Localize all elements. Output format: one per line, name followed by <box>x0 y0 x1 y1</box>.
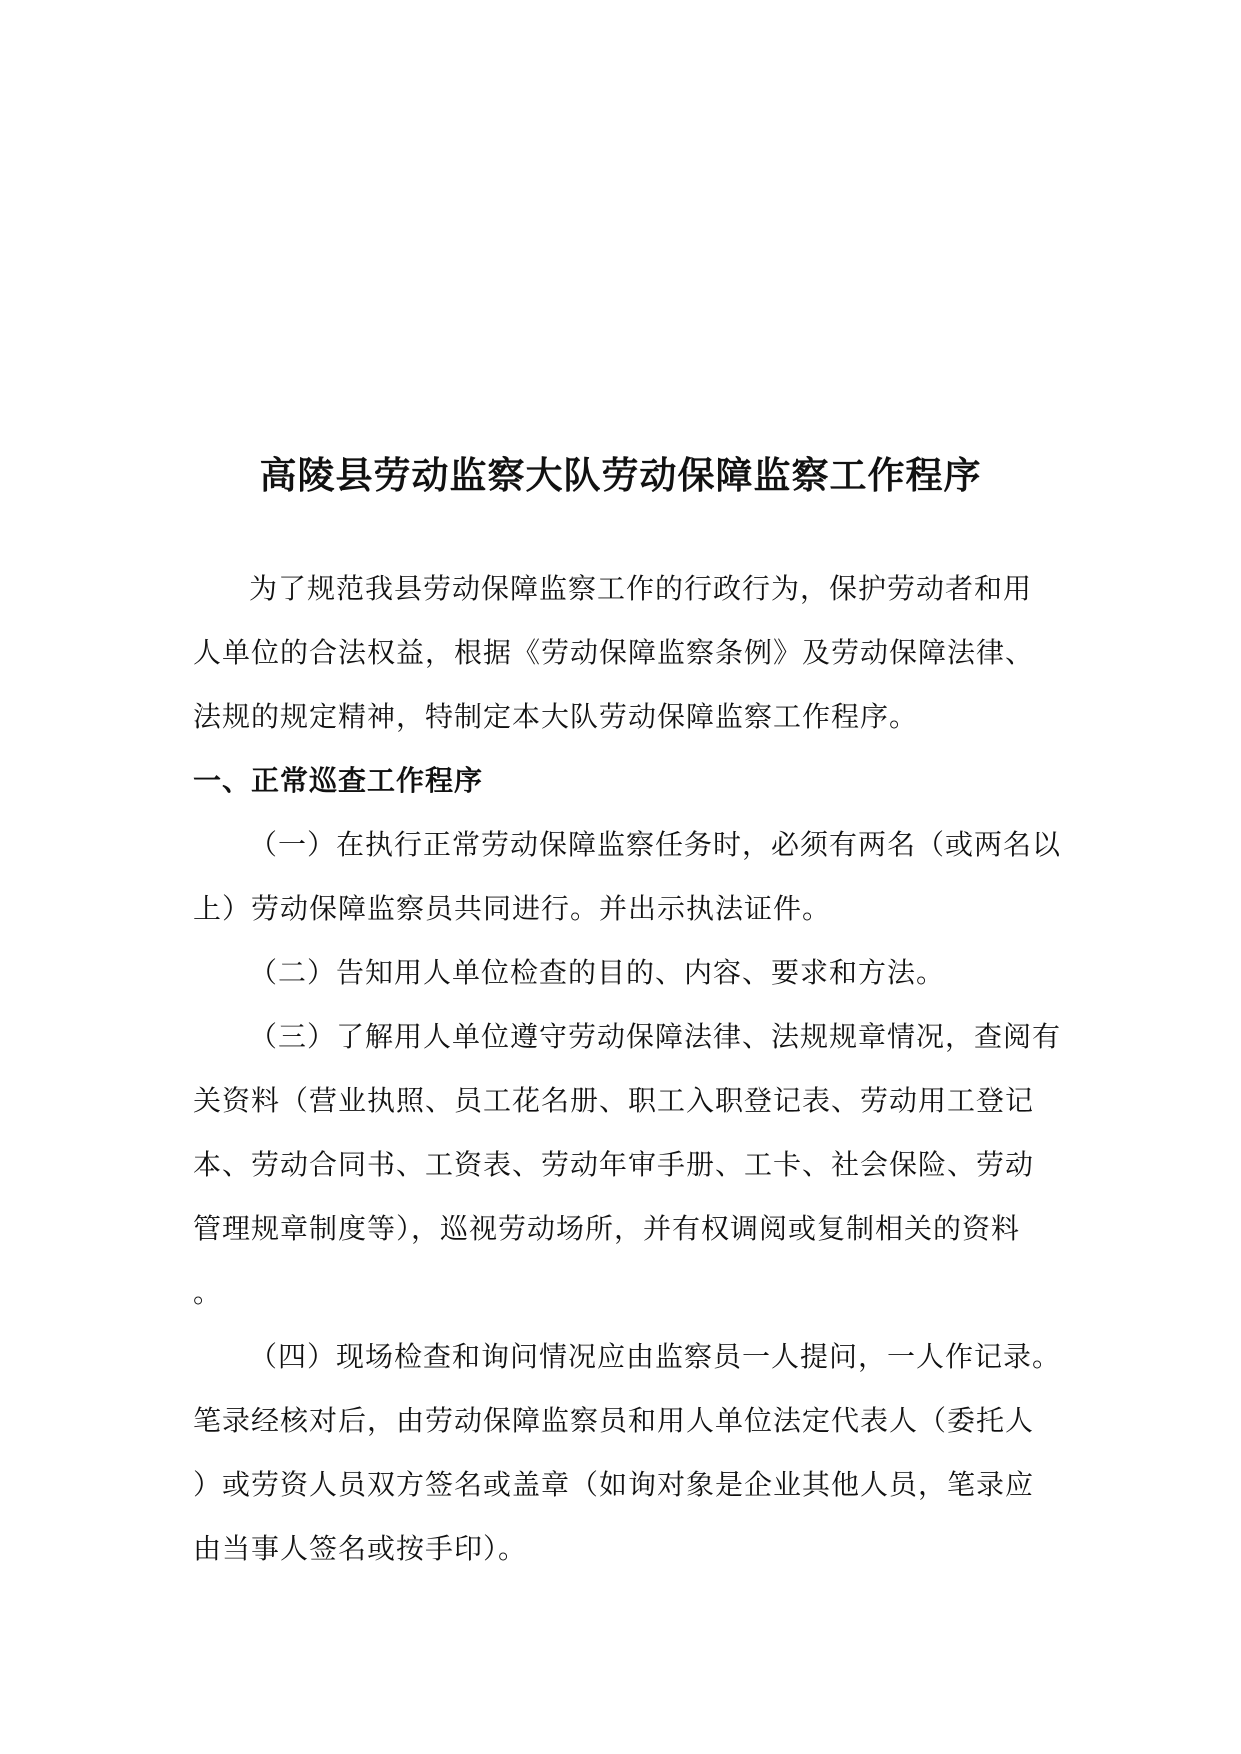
item-3-line-2: 关资料（营业执照、员工花名册、职工入职登记表、劳动用工登记 <box>193 1084 1035 1117</box>
document-title: 高陵县劳动监察大队劳动保障监察工作程序 <box>259 453 982 497</box>
item-4-line-4: 由当事人签名或按手印）。 <box>193 1532 528 1565</box>
item-4-line-1: （四）现场检查和询问情况应由监察员一人提问，一人作记录。 <box>249 1340 1062 1373</box>
paragraph-intro-line-1: 为了规范我县劳动保障监察工作的行政行为，保护劳动者和用 <box>249 572 1033 605</box>
item-2-line-1: （二）告知用人单位检查的目的、内容、要求和方法。 <box>249 956 946 989</box>
item-3-line-1: （三）了解用人单位遵守劳动保障法律、法规规章情况，查阅有 <box>249 1020 1062 1053</box>
item-4-line-3: ）或劳资人员双方签名或盖章（如询对象是企业其他人员，笔录应 <box>193 1468 1035 1501</box>
section-heading-1: 一、正常巡查工作程序 <box>193 764 484 797</box>
item-3-line-4: 管理规章制度等），巡视劳动场所，并有权调阅或复制相关的资料 <box>193 1212 1021 1245</box>
document-body <box>193 557 1062 1581</box>
item-4-line-2: 笔录经核对后，由劳动保障监察员和用人单位法定代表人（委托人 <box>193 1404 1035 1437</box>
item-1-line-2: 上）劳动保障监察员共同进行。并出示执法证件。 <box>193 892 832 925</box>
item-3-line-5: 。 <box>193 1276 223 1309</box>
paragraph-intro-line-3: 法规的规定精神，特制定本大队劳动保障监察工作程序。 <box>193 700 919 733</box>
item-1-line-1: （一）在执行正常劳动保障监察任务时，必须有两名（或两名以 <box>249 828 1062 861</box>
item-3-line-3: 本、劳动合同书、工资表、劳动年审手册、工卡、社会保险、劳动 <box>193 1148 1035 1181</box>
paragraph-intro-line-2: 人单位的合法权益，根据《劳动保障监察条例》及劳动保障法律、 <box>193 636 1035 669</box>
